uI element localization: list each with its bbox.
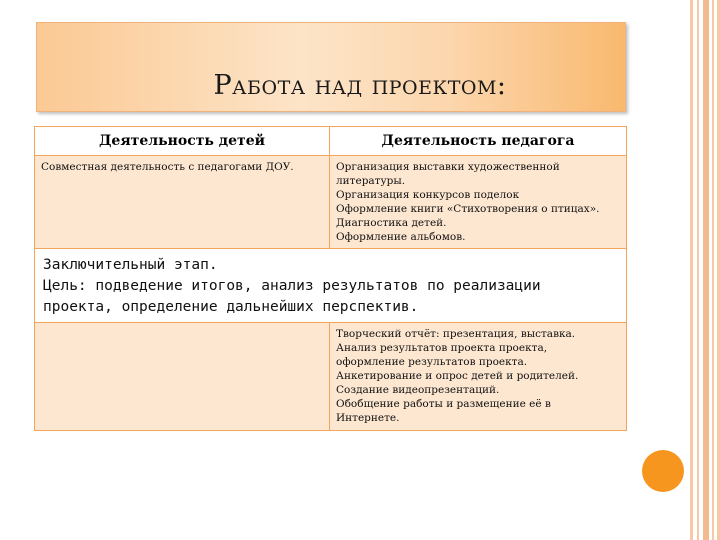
- stage-line: Заключительный этап.: [43, 257, 218, 273]
- cell-line: Обобщение работы и размещение её в: [336, 398, 551, 410]
- cell-line: Создание видеопрезентаций.: [336, 384, 500, 396]
- cell-line: Творческий отчёт: презентация, выставка.: [336, 328, 576, 340]
- table-row: [35, 156, 627, 249]
- cell-line: Организация конкурсов поделок: [336, 189, 520, 201]
- cell-line: Интернете.: [336, 412, 400, 424]
- cell-line: Диагностика детей.: [336, 217, 447, 229]
- teacher-activity-cell: [330, 156, 627, 249]
- cell-line: Анкетирование и опрос детей и родителей.: [336, 370, 579, 382]
- cell-line: Совместная деятельность с педагогами ДОУ.: [41, 161, 294, 173]
- children-activity-cell: [35, 323, 330, 431]
- teacher-activity-cell: [330, 323, 627, 431]
- header-children-activity: Деятельность детей: [35, 127, 330, 156]
- cell-line: литературы.: [336, 175, 406, 187]
- stage-line: проекта, определение дальнейших перспектив.: [43, 299, 419, 315]
- cell-line: оформление результатов проекта.: [336, 356, 528, 368]
- header-teacher-activity: Деятельность педагога: [330, 127, 627, 156]
- children-activity-cell: [35, 156, 330, 249]
- cell-line: Организация выставки художественной: [336, 161, 560, 173]
- slide-title: Работа над проектом:: [213, 70, 507, 101]
- stage-line: Цель: подведение итогов, анализ результатов по реализации: [43, 278, 541, 294]
- table-row: [35, 249, 627, 323]
- stage-cell: [35, 249, 627, 323]
- activity-table: [34, 126, 627, 431]
- cell-line: Оформление книги «Стихотворения о птицах».: [336, 203, 600, 215]
- cell-line: Анализ результатов проекта проекта,: [336, 342, 548, 354]
- table-header-row: [35, 127, 627, 156]
- cell-line: Оформление альбомов.: [336, 231, 466, 243]
- decor-circle: [642, 450, 684, 492]
- table-row: [35, 323, 627, 431]
